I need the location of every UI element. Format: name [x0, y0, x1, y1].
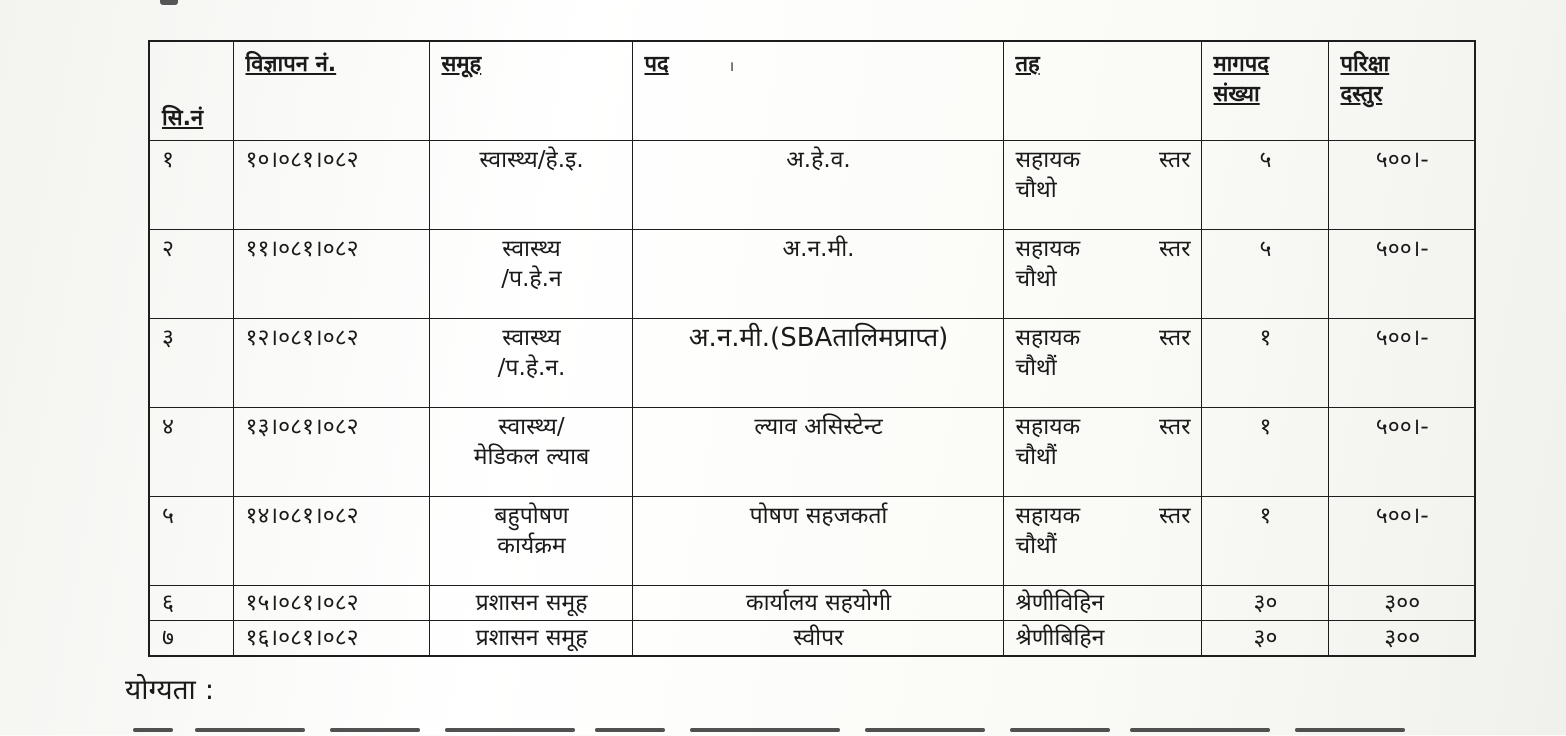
header-post: पद । — [632, 41, 1003, 141]
cell-post: अ.हे.व. — [632, 141, 1003, 230]
cell-advertisement-no: १२।०८१।०८२ — [233, 319, 429, 408]
group-line-1: स्वास्थ्य/ — [498, 414, 565, 440]
table-row — [149, 408, 1475, 497]
cell-demand: ५ — [1201, 141, 1328, 230]
cell-post: ल्याव असिस्टेन्ट — [632, 408, 1003, 497]
cell-level — [1003, 230, 1201, 319]
table-row — [149, 586, 1475, 621]
cell-level — [1003, 408, 1201, 497]
cell-demand: ३० — [1201, 621, 1328, 657]
level-word: स्तर — [1159, 414, 1191, 440]
cell-level — [1003, 497, 1201, 586]
cell-group — [429, 586, 632, 621]
cell-serial: २ — [149, 230, 233, 319]
cell-group — [429, 408, 632, 497]
vacancy-table-container — [148, 40, 1476, 657]
cell-demand: १ — [1201, 319, 1328, 408]
group-line-2: /प.हे.न — [501, 266, 562, 292]
table-row — [149, 230, 1475, 319]
cell-serial: ६ — [149, 586, 233, 621]
cell-serial: ५ — [149, 497, 233, 586]
scan-mark — [160, 0, 178, 5]
header-serial: सि.नं — [149, 41, 233, 141]
cell-demand: ५ — [1201, 230, 1328, 319]
group-line-2: /प.हे.न. — [497, 355, 566, 381]
cell-level — [1003, 586, 1201, 621]
level-rank: श्रेणीबिहिन — [1015, 625, 1105, 651]
level-grade: चौथो — [1015, 177, 1057, 203]
level-grade: चौथो — [1015, 266, 1057, 292]
cell-demand: १ — [1201, 408, 1328, 497]
qualification-heading: योग्यता : — [125, 673, 215, 706]
group-line-1: स्वास्थ्य/हे.इ. — [479, 147, 584, 173]
cell-advertisement-no: ११।०८१।०८२ — [233, 230, 429, 319]
cell-post: स्वीपर — [632, 621, 1003, 657]
cell-group — [429, 319, 632, 408]
cell-advertisement-no: १४।०८१।०८२ — [233, 497, 429, 586]
cell-group — [429, 621, 632, 657]
cell-demand: ३० — [1201, 586, 1328, 621]
level-rank: सहायक — [1015, 236, 1081, 262]
cell-exam-fee: ५००।- — [1328, 230, 1475, 319]
level-word: स्तर — [1159, 503, 1191, 529]
cell-post: पोषण सहजकर्ता — [632, 497, 1003, 586]
cell-post: अ.न.मी. — [632, 230, 1003, 319]
cell-post: कार्यालय सहयोगी — [632, 586, 1003, 621]
level-word: स्तर — [1159, 236, 1191, 262]
cell-serial: १ — [149, 141, 233, 230]
cell-level — [1003, 319, 1201, 408]
header-group: समूह — [429, 41, 632, 141]
cell-serial: ७ — [149, 621, 233, 657]
cell-advertisement-no: १०।०८१।०८२ — [233, 141, 429, 230]
cell-demand: १ — [1201, 497, 1328, 586]
cell-group — [429, 230, 632, 319]
cell-exam-fee: ५००।- — [1328, 497, 1475, 586]
cell-exam-fee: ५००।- — [1328, 408, 1475, 497]
group-line-2: कार्यक्रम — [497, 533, 566, 559]
table-row — [149, 497, 1475, 586]
header-exam-fee: परिक्षा दस्तुर — [1328, 41, 1475, 141]
header-post-mark: । — [728, 59, 734, 75]
cell-advertisement-no: १३।०८१।०८२ — [233, 408, 429, 497]
cell-level — [1003, 141, 1201, 230]
level-grade: चौथौं — [1015, 533, 1057, 559]
table-row — [149, 141, 1475, 230]
level-rank: श्रेणीविहिन — [1015, 590, 1105, 616]
cell-advertisement-no: १५।०८१।०८२ — [233, 586, 429, 621]
group-line-1: बहुपोषण — [494, 503, 569, 529]
header-advertisement-no: विज्ञापन नं. — [233, 41, 429, 141]
table-header-row — [149, 41, 1475, 141]
cell-group — [429, 497, 632, 586]
group-line-1: स्वास्थ्य — [502, 325, 561, 351]
cell-serial: ३ — [149, 319, 233, 408]
cell-exam-fee: ५००।- — [1328, 141, 1475, 230]
table-row — [149, 621, 1475, 657]
group-line-2: मेडिकल ल्याब — [473, 444, 590, 470]
level-grade: चौथौं — [1015, 355, 1057, 381]
cell-level — [1003, 621, 1201, 657]
cut-off-text-line — [125, 722, 1425, 736]
level-rank: सहायक — [1015, 414, 1081, 440]
header-level: तह — [1003, 41, 1201, 141]
level-grade: चौथौं — [1015, 444, 1057, 470]
level-rank: सहायक — [1015, 503, 1081, 529]
cell-advertisement-no: १६।०८१।०८२ — [233, 621, 429, 657]
level-word: स्तर — [1159, 325, 1191, 351]
cell-group — [429, 141, 632, 230]
cell-exam-fee: ५००।- — [1328, 319, 1475, 408]
cell-exam-fee: ३०० — [1328, 621, 1475, 657]
group-line-1: प्रशासन समूह — [475, 625, 588, 651]
group-line-1: स्वास्थ्य — [502, 236, 561, 262]
cell-post: अ.न.मी.(SBAतालिमप्राप्त) — [632, 319, 1003, 408]
header-demand: मागपद संख्या — [1201, 41, 1328, 141]
level-rank: सहायक — [1015, 325, 1081, 351]
level-word: स्तर — [1159, 147, 1191, 173]
cell-exam-fee: ३०० — [1328, 586, 1475, 621]
table-row — [149, 319, 1475, 408]
vacancy-table — [148, 40, 1476, 657]
group-line-1: प्रशासन समूह — [475, 590, 588, 616]
level-rank: सहायक — [1015, 147, 1081, 173]
cell-serial: ४ — [149, 408, 233, 497]
